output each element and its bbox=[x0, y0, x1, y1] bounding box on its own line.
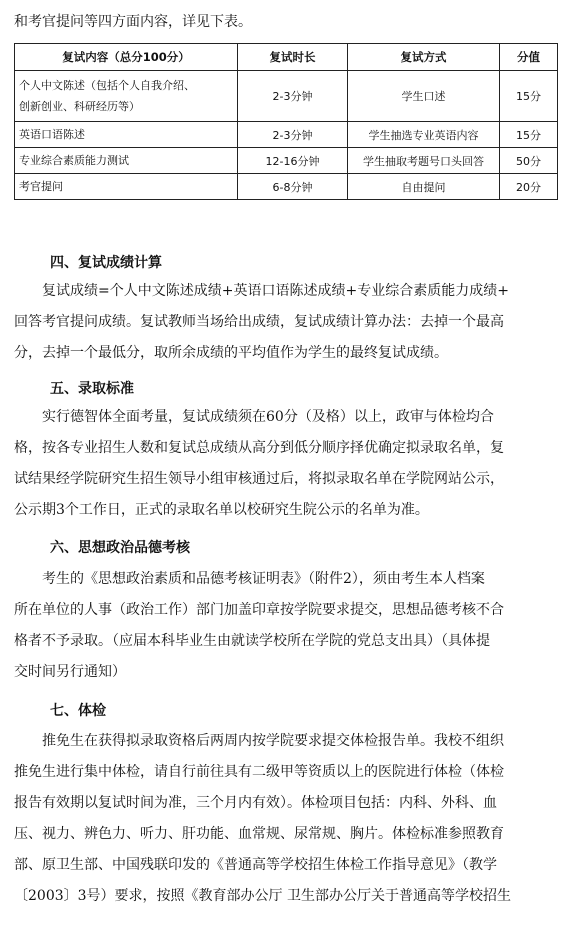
paragraph-line: 〔2003〕3号）要求，按照《教育部办公厅 卫生部办公厅关于普通高等学校招生 bbox=[14, 888, 511, 904]
table-row bbox=[15, 148, 558, 174]
paragraph-line: 分，去掉一个最低分，取所余成绩的平均值作为学生的最终复试成绩。 bbox=[14, 345, 448, 361]
cell-duration: 2-3分钟 bbox=[238, 71, 348, 122]
section-heading-score-calc: 四、复试成绩计算 bbox=[50, 255, 162, 271]
cell-duration: 6-8分钟 bbox=[238, 174, 348, 200]
cell-content: 考官提问 bbox=[15, 174, 238, 200]
cell-method: 自由提问 bbox=[348, 174, 500, 200]
table-row bbox=[15, 122, 558, 148]
header-score: 分值 bbox=[500, 44, 558, 71]
paragraph-line: 格，按各专业招生人数和复试总成绩从高分到低分顺序择优确定拟录取名单，复 bbox=[14, 440, 504, 456]
cell-content: 英语口语陈述 bbox=[15, 122, 238, 148]
paragraph-line: 考生的《思想政治素质和品德考核证明表》（附件2），须由考生本人档案 bbox=[42, 571, 485, 587]
cell-duration: 2-3分钟 bbox=[238, 122, 348, 148]
paragraph-line: 部、原卫生部、中国残联印发的《普通高等学校招生体检工作指导意见》（教学 bbox=[14, 857, 497, 873]
cell-content bbox=[15, 71, 238, 122]
cell-method: 学生抽选专业英语内容 bbox=[348, 122, 500, 148]
cell-content-line: 个人中文陈述（包括个人自我介绍、 bbox=[19, 79, 195, 92]
cell-score: 50分 bbox=[500, 148, 558, 174]
paragraph-line: 格者不予录取。（应届本科毕业生由就读学校所在学院的党总支出具）（具体提 bbox=[14, 633, 490, 649]
cell-method: 学生抽取考题号口头回答 bbox=[348, 148, 500, 174]
cell-score: 15分 bbox=[500, 122, 558, 148]
table-header-row bbox=[15, 44, 558, 71]
section-heading-political: 六、思想政治品德考核 bbox=[50, 540, 190, 556]
cell-score: 20分 bbox=[500, 174, 558, 200]
cell-duration: 12-16分钟 bbox=[238, 148, 348, 174]
cell-score: 15分 bbox=[500, 71, 558, 122]
section-paragraph bbox=[14, 276, 554, 369]
paragraph-line: 回答考官提问成绩。复试教师当场给出成绩，复试成绩计算办法：去掉一个最高 bbox=[14, 314, 504, 330]
header-duration: 复试时长 bbox=[238, 44, 348, 71]
paragraph-line: 试结果经学院研究生招生领导小组审核通过后，将拟录取名单在学院网站公示， bbox=[14, 471, 504, 487]
paragraph-line: 压、视力、辨色力、听力、肝功能、血常规、尿常规、胸片。体检标准参照教育 bbox=[14, 826, 504, 842]
paragraph-line: 所在单位的人事（政治工作）部门加盖印章按学院要求提交，思想品德考核不合 bbox=[14, 602, 504, 618]
table-row bbox=[15, 71, 558, 122]
header-method: 复试方式 bbox=[348, 44, 500, 71]
paragraph-line: 公示期3个工作日，正式的录取名单以校研究生院公示的名单为准。 bbox=[14, 502, 429, 518]
section-paragraph bbox=[14, 726, 554, 912]
paragraph-line: 复试成绩=个人中文陈述成绩+英语口语陈述成绩+专业综合素质能力成绩+ bbox=[42, 283, 509, 299]
paragraph-line: 推免生在获得拟录取资格后两周内按学院要求提交体检报告单。我校不组织 bbox=[42, 733, 504, 749]
paragraph-line: 推免生进行集中体检，请自行前往具有二级甲等资质以上的医院进行体检（体检 bbox=[14, 764, 504, 780]
cell-method: 学生口述 bbox=[348, 71, 500, 122]
paragraph-line: 实行德智体全面考量，复试成绩须在60分（及格）以上，政审与体检均合 bbox=[42, 409, 494, 425]
section-heading-admission: 五、录取标准 bbox=[50, 381, 134, 397]
intro-text: 和考官提问等四方面内容，详见下表。 bbox=[14, 14, 252, 30]
section-heading-physical: 七、体检 bbox=[50, 703, 106, 719]
paragraph-line: 交时间另行通知） bbox=[14, 664, 126, 680]
retest-table bbox=[14, 43, 558, 200]
paragraph-line: 报告有效期以复试时间为准，三个月内有效）。体检项目包括：内科、外科、血 bbox=[14, 795, 497, 811]
section-paragraph bbox=[14, 402, 554, 526]
cell-content: 专业综合素质能力测试 bbox=[15, 148, 238, 174]
cell-content-line: 创新创业、科研经历等） bbox=[19, 100, 140, 113]
table-row bbox=[15, 174, 558, 200]
section-paragraph bbox=[14, 564, 554, 688]
header-content: 复试内容（总分100分） bbox=[15, 44, 238, 71]
